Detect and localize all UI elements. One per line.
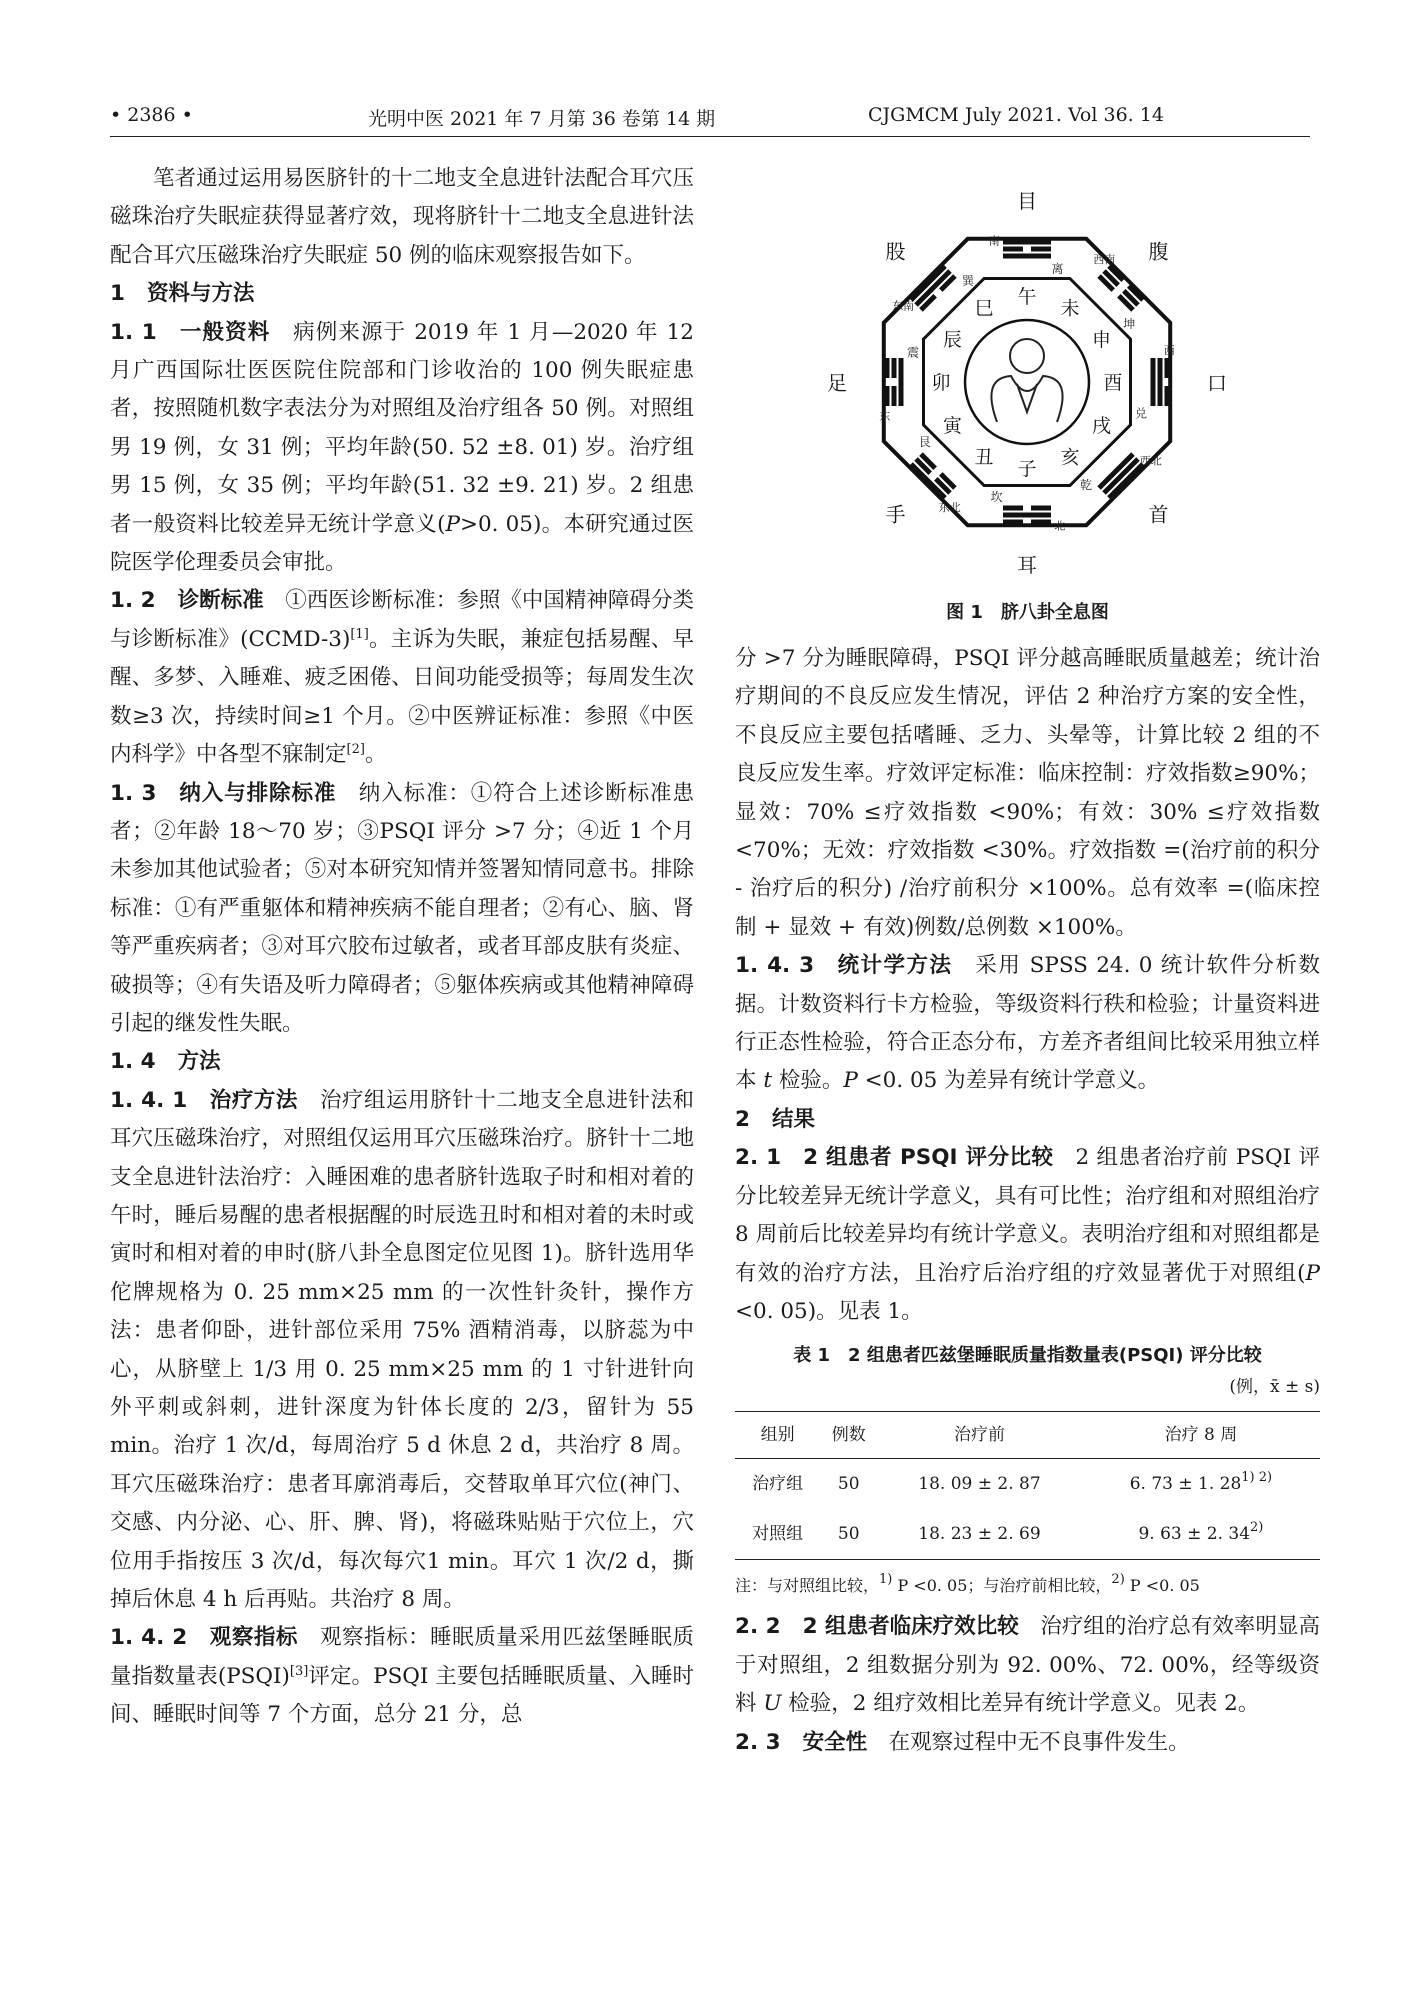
trigram-name: 坤 — [1123, 317, 1136, 331]
trigram-name: 巽 — [961, 273, 975, 288]
trigram-line — [899, 358, 904, 406]
section-1-heading: 1 资料与方法 — [110, 281, 255, 307]
branch-label: 午 — [1017, 286, 1037, 308]
cell-n: 50 — [837, 1474, 860, 1495]
direction-label: 西 — [1163, 344, 1175, 358]
figure-caption: 图 1 脐八卦全息图 — [946, 602, 1109, 623]
trigram-line — [1003, 513, 1051, 518]
trigram-5 — [1003, 506, 1051, 525]
table-1-note: 注：与对照组比较，$^{1)}$ P <0. 05；与治疗前相比较，$^{2)}$ P <0. 05 — [735, 1572, 1200, 1596]
table-row — [735, 1459, 1320, 1510]
trigram-line — [892, 358, 897, 378]
trigram-name: 震 — [906, 345, 920, 360]
journal-title-cn: 光明中医 2021 年 7 月第 36 卷第 14 期 — [368, 108, 716, 130]
trigram-line — [892, 386, 897, 406]
outer-label: 耳 — [1017, 553, 1037, 577]
branch-label: 戌 — [1091, 415, 1112, 437]
trigram-name: 坎 — [990, 490, 1003, 504]
trigram-line — [1031, 506, 1051, 511]
outer-label: 目 — [1017, 189, 1037, 213]
intro-paragraph: 笔者通过运用易医脐针的十二地支全息进针法配合耳穴压磁珠治疗失眠症获得显著疗效，现将脐针十二地支全息进针法配合耳穴压磁珠治疗失眠症 50 例的临床观察报告如下。 — [110, 166, 694, 268]
bagua-diagram — [735, 160, 1320, 590]
direction-label: 东 — [879, 409, 891, 423]
direction-label: 西南 — [1093, 253, 1116, 267]
col-header-n: 例数 — [820, 1412, 877, 1459]
branch-label: 酉 — [1103, 372, 1123, 394]
section-2-2: 2. 2 2 组患者临床疗效比较 治疗组的治疗总有效率明显高于对照组，2 组数据分别为 92. 00%、72. 00%，经等级资料 U 检验，2 组疗效相比差异有统计学意义。见表 2。 — [735, 1614, 1320, 1717]
section-1-1: 1. 1 一般资料 病例来源于 2019 年 1 月—2020 年 12 月广西国际壮医医院住院部和门诊收治的 100 例失眠症患者，按照随机数字表法分为对照组及治疗组各 50 例。对照组男 19 例，女 31 例；平均年龄(50. 52 ±8. 01) 岁。治疗组男 15 例，女 35 例；平均年龄(51. 32 ±9. 21) 岁。2 组患者一般资料比较差异无统计学意义(P>0. 05)。本研究通过医院医学伦理委员会审批。 — [110, 319, 695, 576]
branch-label: 巳 — [974, 297, 994, 320]
direction-label: 北 — [1054, 519, 1066, 533]
trigram-line — [1003, 506, 1023, 511]
trigram-1 — [1003, 240, 1051, 259]
page-header — [110, 96, 1310, 136]
section-2-3: 2. 3 安全性 在观察过程中无不良事件发生。 — [735, 1729, 1190, 1755]
trigram-line — [1151, 358, 1156, 406]
trigram-line — [1003, 520, 1023, 525]
section-1-2: 1. 2 诊断标准 ①西医诊断标准：参照《中国精神障碍分类与诊断标准》(CCMD-3)[1]。主诉为失眠，兼症包括易醒、早醒、多梦、入睡难、疲乏困倦、日间功能受损等；每周发生次数≥3 次，持续时间≥1 个月。②中医辨证标准：参照《中医内科学》中各型不寐制定[2]。 — [110, 588, 694, 768]
cell-n: 50 — [820, 1509, 877, 1560]
direction-label: 东北 — [938, 500, 961, 514]
branch-label: 子 — [1017, 458, 1037, 480]
trigram-line — [885, 386, 890, 406]
outer-label: 腹 — [1148, 239, 1169, 264]
branch-label: 卯 — [931, 372, 951, 394]
section-1-3: 1. 3 纳入与排除标准 纳入标准：①符合上述诊断标准患者；②年龄 18～70 岁；③PSQI 评分 >7 分；④近 1 个月未参加其他试验者；⑤对本研究知情并签署知情同意书。排除标准：①有严重躯体和精神疾病不能自理者；②有心、脑、肾等严重疾病者；③对耳穴胶布过敏者，或者耳部皮肤有炎症、破损等；④有失语及听力障碍者；⑤躯体疾病或其他精神障碍引起的继发性失眠。 — [110, 780, 694, 1036]
section-1-4-2: 1. 4. 2 观察指标 观察指标：睡眠质量采用匹兹堡睡眠质量指数量表(PSQI)[3]评定。PSQI 主要包括睡眠质量、入睡时间、睡眠时间等 7 个方面，总分 21 分，总 — [110, 1625, 695, 1728]
table-1-title: 表 1 2 组患者匹兹堡睡眠质量指数量表(PSQI) 评分比较 — [793, 1345, 1262, 1367]
continued-paragraph: 分 >7 分为睡眠障碍，PSQI 评分越高睡眠质量越差；统计治疗期间的不良反应发生情况，评估 2 种治疗方案的安全性，不良反应主要包括嗜睡、乏力、头晕等，计算比较 2 组的不良反应发生率。疗效评定标准：临床控制：疗效指数≥90%；显效：70% ≤疗效指数 <90%；有效：30% ≤疗效指数 <70%；无效：疗效指数 <30%。疗效指数 =(治疗前的积分 - 治疗后的积分) /治疗前积分 ×100%。总有效率 =(临床控制 + 显效 + 有效)例数/总例数 ×100%。 — [735, 646, 1320, 940]
section-2-1: 2. 1 2 组患者 PSQI 评分比较 2 组患者治疗前 PSQI 评分比较差异无统计学意义，具有可比性；治疗组和对照组治疗 8 周前后比较差异均有统计学意义。表明治疗组和对照组都是有效的治疗方法，且治疗后治疗组的疗效显著优于对照组(P <0. 05)。见表 1。 — [735, 1145, 1320, 1324]
cell-before: 18. 09 ± 2. 87 — [918, 1474, 1041, 1495]
col-header-group: 组别 — [735, 1412, 820, 1459]
header-rule — [110, 136, 1310, 137]
trigram-line — [1031, 520, 1051, 525]
direction-label: 西北 — [1139, 454, 1162, 468]
cell-group: 治疗组 — [752, 1474, 804, 1495]
section-1-4-heading: 1. 4 方法 — [110, 1049, 221, 1075]
branch-label: 辰 — [942, 329, 963, 351]
branch-label: 寅 — [942, 415, 963, 437]
cell-group: 对照组 — [735, 1509, 820, 1560]
figure-1 — [735, 160, 1320, 640]
trigram-name: 离 — [1051, 262, 1064, 276]
outer-label: 手 — [885, 502, 906, 527]
trigram-line — [1031, 247, 1051, 252]
left-column — [110, 160, 694, 1735]
cell-before: 18. 23 ± 2. 69 — [877, 1509, 1082, 1560]
right-column — [735, 160, 1320, 1762]
trigram-line — [1003, 254, 1051, 259]
trigram-line — [1003, 247, 1023, 252]
trigram-7 — [885, 358, 904, 406]
table-row — [735, 1509, 1320, 1560]
direction-label: 南 — [988, 234, 1000, 248]
cell-after: 9. 63 ± 2. 34$^{2)}$ — [1082, 1509, 1320, 1560]
trigram-3 — [1151, 358, 1170, 406]
outer-label: 股 — [885, 239, 906, 264]
outer-label: 足 — [827, 371, 847, 395]
table-header-row — [735, 1412, 1320, 1459]
branch-label: 亥 — [1060, 446, 1080, 469]
trigram-line — [1003, 240, 1051, 245]
trigram-line — [885, 358, 890, 378]
section-1-4-1: 1. 4. 1 治疗方法 治疗组运用脐针十二地支全息进针法和耳穴压磁珠治疗，对照组仅运用耳穴压磁珠治疗。脐针十二地支全息进针法治疗：入睡困难的患者脐针选取子时和相对着的午时，睡后易醒的患者根据醒的时辰选丑时和相对着的未时或寅时和相对着的申时(脐八卦全息图定位见图 1)。脐针选用华佗牌规格为 0. 25 mm×25 mm 的一次性针灸针，操作方法：患者仰卧，进针部位采用 75% 酒精消毒，以脐蕊为中心，从脐壁上 1/3 用 0. 25 mm×25 mm 的 1 寸针进针向外平刺或斜刺，进针深度为针体长度的 2/3，留针为 55 min。治疗 1 次/d，每周治疗 5 d 休息 2 d，共治疗 8 周。耳穴压磁珠治疗：患者耳廓消毒后，交替取单耳穴位(神门、交感、内分泌、心、肝、脾、肾)，将磁珠贴贴于穴位上，穴位用手指按压 3 次/d，每次每穴1 min。耳穴 1 次/2 d，撕掉后休息 4 h 后再贴。共治疗 8 周。 — [110, 1087, 694, 1613]
col-header-before: 治疗前 — [877, 1412, 1082, 1459]
cell-after: 6. 73 ± 1. $28^{1) 2)}$ — [1129, 1470, 1273, 1495]
trigram-name: 艮 — [918, 435, 931, 449]
outer-label: 口 — [1207, 371, 1227, 395]
branch-label: 未 — [1060, 297, 1080, 320]
branch-label: 丑 — [974, 446, 994, 469]
outer-label: 首 — [1148, 502, 1169, 527]
trigram-name: 乾 — [1079, 478, 1093, 493]
branch-label: 申 — [1091, 329, 1112, 351]
direction-label: 东南 — [892, 299, 915, 313]
table-1-unit: (例，x̄ ± s) — [1229, 1377, 1320, 1398]
section-2-heading: 2 结果 — [735, 1106, 815, 1132]
section-1-4-3: 1. 4. 3 统计学方法 采用 SPSS 24. 0 统计软件分析数据。计数资料行卡方检验，等级资料行秩和检验；计量资料进行正态性检验，符合正态分布，方差齐者组间比较采用独立样本 t 检验。P <0. 05 为差异有统计学意义。 — [735, 953, 1320, 1094]
trigram-name: 兑 — [1134, 406, 1148, 421]
col-header-after: 治疗 8 周 — [1082, 1412, 1320, 1459]
trigram-line — [1165, 358, 1170, 378]
table-1 — [735, 1411, 1320, 1560]
page-number: • 2386 • — [110, 104, 193, 126]
trigram-line — [1165, 386, 1170, 406]
trigram-line — [1158, 358, 1163, 406]
journal-title-en: CJGMCM July 2021. Vol 36. 14 — [868, 104, 1164, 126]
